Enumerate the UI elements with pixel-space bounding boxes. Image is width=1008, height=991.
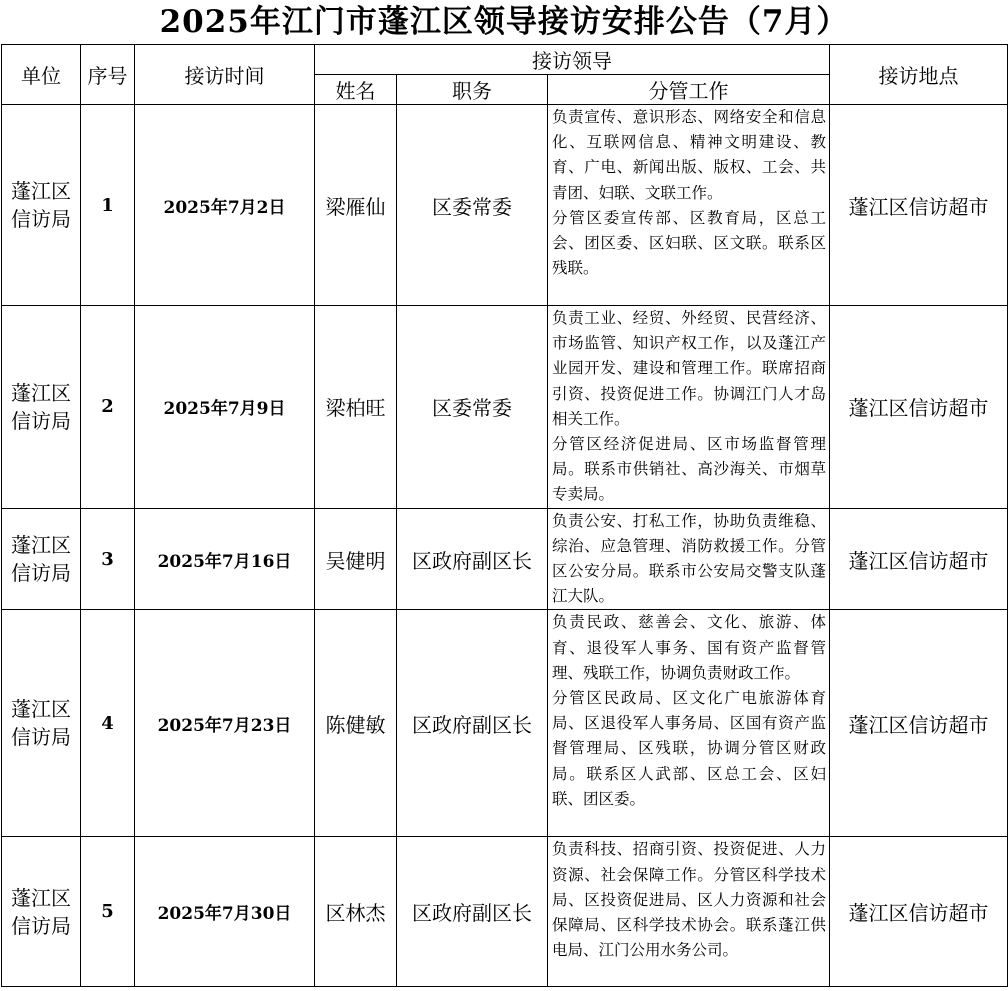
table-row [2,837,1008,987]
position-cell: 区委常委 [397,306,548,509]
header-leader-group: 接访领导 [315,45,830,75]
position-cell: 区政府副区长 [397,508,548,610]
unit-line: 信访局 [11,207,71,231]
unit-line: 蓬江区 [11,885,71,910]
seq-cell: 2 [81,306,135,509]
name-cell: 区林杰 [315,837,397,987]
date-cell: 2025年7月2日 [135,105,315,306]
header-place: 接访地点 [830,45,1008,105]
duty-paragraph: 负责宣传、意识形态、网络安全和信息化、互联网信息、精神文明建设、教育、广电、新闻出版、版权、工会、共青团、妇联、文联工作。 [552,108,826,202]
unit-cell [2,306,81,509]
duties-cell [548,306,830,509]
duty-paragraph: 分管区民政局、区文化广电旅游体育局、区退役军人事务局、区国有资产监督管理局、区残联，协调分管区财政局。联系区人武部、区总工会、区妇联、团区委。 [552,689,826,808]
place-cell: 蓬江区信访超市 [830,105,1008,306]
unit-line: 蓬江区 [11,533,71,558]
seq-cell: 1 [81,105,135,306]
unit-cell [2,837,81,987]
table-row [2,306,1008,509]
table-row [2,105,1008,306]
duties-cell [548,610,830,837]
duties-cell [548,105,830,306]
header-time: 接访时间 [135,45,315,105]
date-cell: 2025年7月30日 [135,837,315,987]
duties-cell [548,837,830,987]
position-cell: 区委常委 [397,105,548,306]
name-cell: 吴健明 [315,508,397,610]
place-cell: 蓬江区信访超市 [830,837,1008,987]
header-position: 职务 [397,75,548,105]
name-cell: 梁柏旺 [315,306,397,509]
seq-cell: 4 [81,610,135,837]
place-cell: 蓬江区信访超市 [830,508,1008,610]
seq-cell: 3 [81,508,135,610]
place-cell: 蓬江区信访超市 [830,306,1008,509]
page-title: 2025年江门市蓬江区领导接访安排公告（7月） [159,4,849,40]
duty-paragraph: 负责公安、打私工作，协助负责维稳、综治、应急管理、消防救援工作。分管区公安分局。联系市公安局交警支队蓬江大队。 [552,511,826,606]
date-cell: 2025年7月16日 [135,508,315,610]
unit-line: 信访局 [11,408,71,433]
unit-line: 信访局 [11,561,71,586]
position-cell: 区政府副区长 [397,837,548,987]
position-cell: 区政府副区长 [397,610,548,837]
duty-paragraph: 分管区委宣传部、区教育局，区总工会、团区委、区妇联、区文联。联系区残联。 [552,208,826,278]
unit-cell [2,508,81,610]
seq-cell: 5 [81,837,135,987]
header-name: 姓名 [315,75,397,105]
unit-line: 蓬江区 [11,179,71,203]
header-row [2,45,1008,75]
unit-line: 蓬江区 [11,380,71,405]
header-duties: 分管工作 [548,75,830,105]
reception-schedule-table [1,44,1008,987]
unit-line: 信访局 [11,725,71,750]
unit-line: 蓬江区 [11,697,71,722]
duty-paragraph: 负责民政、慈善会、文化、旅游、体育、退役军人事务、国有资产监督管理、残联工作，协调负责财政工作。 [552,613,826,682]
name-cell: 陈健敏 [315,610,397,837]
duty-paragraph: 分管区经济促进局、区市场监督管理局。联系市供销社、高沙海关、市烟草专卖局。 [552,435,826,504]
date-cell: 2025年7月23日 [135,610,315,837]
header-seq: 序号 [81,45,135,105]
unit-line: 信访局 [11,913,71,938]
duty-paragraph: 负责科技、招商引资、投资促进、人力资源、社会保障工作。分管区科学技术局、区投资促进局、区人力资源和社会保障局、区科学技术协会。联系蓬江供电局、江门公用水务公司。 [552,840,826,960]
place-cell: 蓬江区信访超市 [830,610,1008,837]
table-row [2,610,1008,837]
unit-cell [2,610,81,837]
header-unit: 单位 [2,45,81,105]
name-cell: 梁雁仙 [315,105,397,306]
table-row [2,508,1008,610]
duty-paragraph: 负责工业、经贸、外经贸、民营经济、市场监管、知识产权工作，以及蓬江产业园开发、建设和管理工作。联席招商引资、投资促进工作。协调江门人才岛相关工作。 [552,309,826,428]
unit-cell [2,105,81,306]
duties-cell [548,508,830,610]
date-cell: 2025年7月9日 [135,306,315,509]
